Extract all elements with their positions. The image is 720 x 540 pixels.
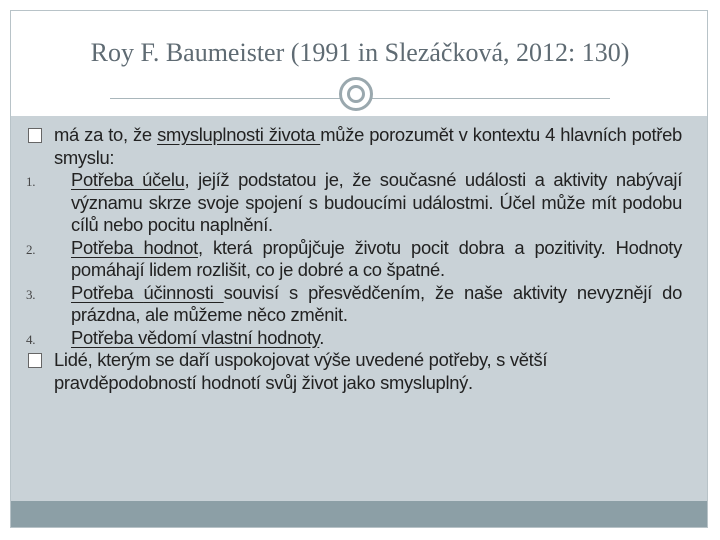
list-item: [26, 282, 682, 327]
intro-paragraph: [26, 124, 682, 169]
closing-text: Lidé, kterým se daří uspokojovat výše uvedené potřeby, s větší pravděpodobností hodnotí svůj život jako smysluplný.: [54, 349, 548, 393]
closing-paragraph: [26, 349, 682, 394]
item-number: 1.: [26, 174, 36, 189]
item-number: 3.: [26, 286, 36, 302]
item-underline-a: Potřeba: [71, 281, 144, 303]
intro-prefix: má za to, že: [54, 124, 158, 145]
slide-body: [26, 124, 682, 394]
item-text: , která propůjčuje životu pocit dobra a pozitivity. Hodnoty pomáhají lidem rozlišit, co je dobré a co špatné.: [71, 236, 682, 280]
ring-ornament-icon: [339, 77, 373, 111]
square-bullet-icon: [28, 128, 42, 143]
item-text: souvisí s přesvědčením, že naše aktivity nevyznějí do prázdna, ale můžeme něco změnit.: [71, 281, 682, 325]
intro-suffix: může porozumět v kontextu 4 hlavních potřeb smyslu:: [54, 124, 682, 168]
list-item: [26, 169, 682, 237]
slide-title: Roy F. Baumeister (1991 in Slezáčková, 2012: 130): [90, 38, 630, 67]
list-item: [26, 237, 682, 282]
intro-underlined: smysluplnosti života: [157, 124, 321, 145]
item-underline-a: Potřeba vědomí vlastní hodnoty: [71, 326, 320, 348]
item-underline-b: hodnot: [143, 236, 198, 258]
item-number: 4.: [26, 331, 36, 347]
list-item: [26, 327, 682, 350]
item-text: .: [319, 326, 325, 348]
square-bullet-icon: [28, 353, 42, 368]
item-number: 2.: [26, 241, 36, 257]
item-underline-b: účinnosti: [143, 281, 224, 303]
item-underline-a: Potřeba: [71, 169, 143, 190]
item-text: , jejíž podstatou je, že současné události a aktivity nabývají významu skrze svoje spojení s budoucími událostmi. Účel může mít podobu cílů nebo pocitu naplnění.: [71, 169, 682, 235]
footer-band: [11, 501, 707, 527]
item-underline-b: účelu: [142, 169, 185, 190]
ring-inner: [347, 85, 365, 103]
item-underline-a: Potřeba: [71, 236, 144, 258]
